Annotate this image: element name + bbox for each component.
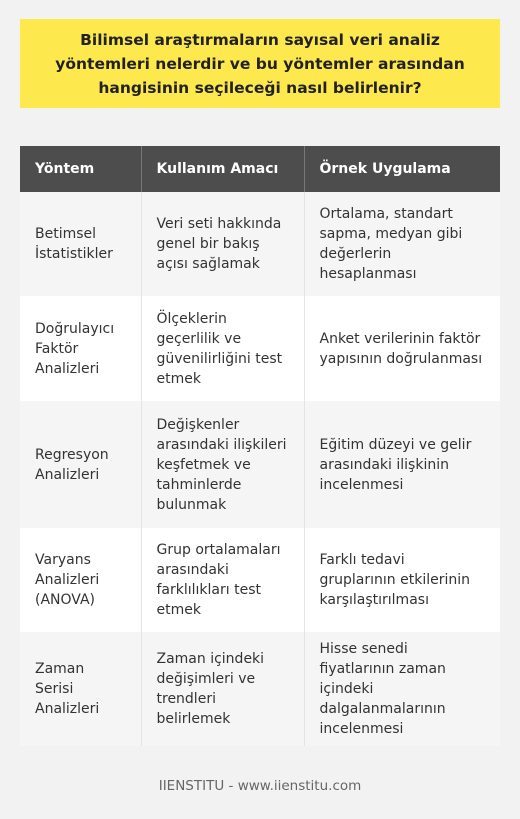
methods-table bbox=[20, 146, 500, 746]
example-cell: Anket verilerinin faktör yapısının doğrulanması bbox=[304, 296, 500, 401]
method-cell: Regresyon Analizleri bbox=[20, 401, 141, 528]
purpose-cell: Veri seti hakkında genel bir bakış açısı sağlamak bbox=[141, 192, 304, 296]
purpose-cell: Ölçeklerin geçerlilik ve güvenilirliğini test etmek bbox=[141, 296, 304, 401]
method-cell: Doğrulayıcı Faktör Analizleri bbox=[20, 296, 141, 401]
purpose-cell: Değişkenler arasındaki ilişkileri keşfetmek ve tahminlerde bulunmak bbox=[141, 401, 304, 528]
example-cell: Hisse senedi fiyatlarının zaman içindeki dalgalanmalarının incelenmesi bbox=[304, 632, 500, 746]
table-row bbox=[20, 401, 500, 528]
example-cell: Ortalama, standart sapma, medyan gibi değerlerin hesaplanması bbox=[304, 192, 500, 296]
title-banner bbox=[20, 19, 500, 108]
example-cell: Eğitim düzeyi ve gelir arasındaki ilişkinin incelenmesi bbox=[304, 401, 500, 528]
header-purpose: Kullanım Amacı bbox=[141, 146, 304, 192]
example-cell: Farklı tedavi gruplarının etkilerinin karşılaştırılması bbox=[304, 528, 500, 632]
method-cell: Varyans Analizleri (ANOVA) bbox=[20, 528, 141, 632]
header-example: Örnek Uygulama bbox=[304, 146, 500, 192]
footer-credit: IIENSTITU - www.iienstitu.com bbox=[158, 778, 362, 794]
purpose-cell: Grup ortalamaları arasındaki farklılıkları test etmek bbox=[141, 528, 304, 632]
purpose-cell: Zaman içindeki değişimleri ve trendleri belirlemek bbox=[141, 632, 304, 746]
table-header-row bbox=[20, 146, 500, 192]
table-row bbox=[20, 192, 500, 296]
table-row bbox=[20, 632, 500, 746]
method-cell: Betimsel İstatistikler bbox=[20, 192, 141, 296]
method-cell: Zaman Serisi Analizleri bbox=[20, 632, 141, 746]
table-row bbox=[20, 296, 500, 401]
header-method: Yöntem bbox=[20, 146, 141, 192]
page-title: Bilimsel araştırmaların sayısal veri analiz yöntemleri nelerdir ve bu yöntemler arasından hangisinin seçileceği nasıl belirlenir? bbox=[55, 30, 465, 97]
table-row bbox=[20, 528, 500, 632]
